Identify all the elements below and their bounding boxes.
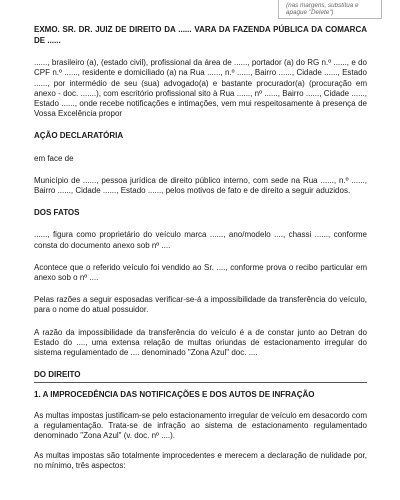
law-title: DO DIREITO bbox=[34, 370, 81, 380]
facts-title: DOS FATOS bbox=[34, 208, 80, 218]
plaintiff-qualification: ......, brasileiro (a), (estado civil), profissional da área de ......, portador (a) do RG n.º ......, e do CPF n.º ......, residente e domiciliado (a) na Rua ......, n.º ......, Bairro ......, Cidade ......, Estado ......, por intermédio de seu (sua) advogado(a) e bastante procurador(a) (procuração em anexo - doc. .......), com escritório profissional sito à Rua ......, nº ......, Bairro ......, Cidade ......, Estado ......, onde recebe notificações e intimações, vem mui respeitosamente à presença de Vossa Excelência propor bbox=[34, 58, 367, 119]
facts-paragraph: Acontece que o referido veículo foi vendido ao Sr. ...., conforme prova o recibo particular em anexo sob o nº .... bbox=[34, 262, 367, 283]
facts-paragraph: Pelas razões a seguir esposadas verificar-se-á a impossibilidade da transferência do veículo, para o nome do atual possuidor. bbox=[34, 295, 367, 315]
em-face-de: em face de bbox=[34, 153, 74, 163]
instruction-note bbox=[278, 0, 382, 19]
court-header: EXMO. SR. DR. JUIZ DE DIREITO DA ...... VARA DA FAZENDA PÚBLICA DA COMARCA DE ...... bbox=[34, 25, 367, 45]
facts-paragraph: A razão da impossibilidade da transferência do veículo é a de constar junto ao Detran do Estado do ...., uma extensa relação de multas oriundas de estacionamento irregular do sistema regulamentado de .... denominado "Zona Azul" doc. .... bbox=[34, 327, 367, 358]
law-paragraph: As multas impostas são totalmente improcedentes e merecem a declaração de nulidade por, no mínimo, três aspectos: bbox=[34, 451, 367, 471]
facts-paragraph: ......, figura como proprietário do veículo marca ......, ano/modelo ...., chassi ......, conforme consta do documento anexo sob nº .... bbox=[34, 230, 367, 250]
law-paragraph: As multas impostas justificam-se pelo estacionamento irregular de veículo em desacordo com a regulamentação. Trata-se de infração ao sistema de estacionamento regulamentado denominado "Zona Azul" (v. doc. nº ....). bbox=[34, 410, 367, 441]
defendant-qualification: Município de ......, pessoa jurídica de direito público interno, com sede na Rua ......, n.º ......, Bairro ......, Cidade ......, Estado ......, pelos motivos de fato e de direito a seguir aduzidos. bbox=[34, 175, 367, 196]
action-title: AÇÃO DECLARATÓRIA bbox=[34, 131, 124, 141]
instruction-note-text: (nas margens, substitua e apague "Delete") bbox=[286, 2, 359, 16]
section-1-title: 1. A IMPROCEDÊNCIA DAS NOTIFICAÇÕES E DOS AUTOS DE INFRAÇÃO bbox=[34, 390, 315, 400]
petition-document bbox=[34, 25, 367, 472]
